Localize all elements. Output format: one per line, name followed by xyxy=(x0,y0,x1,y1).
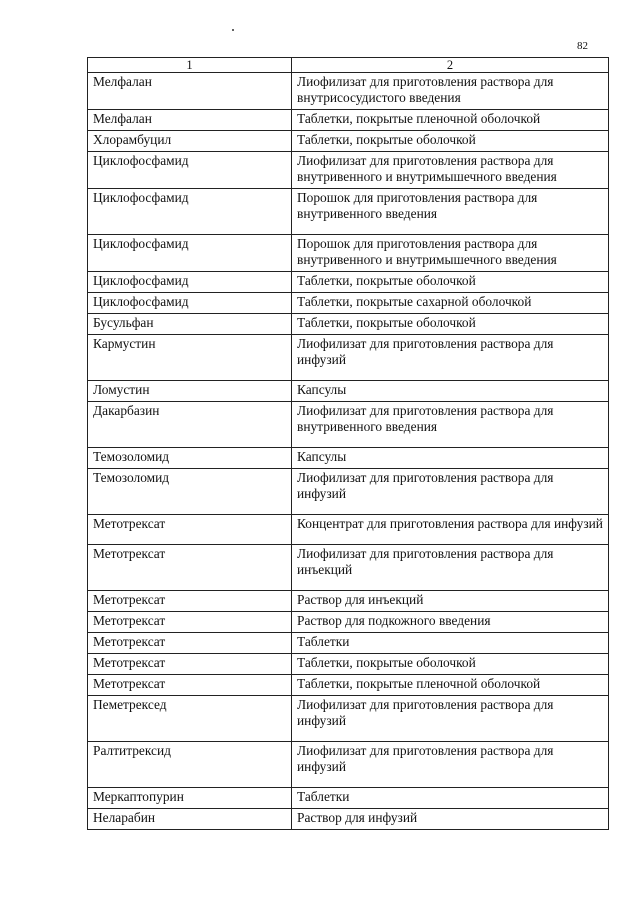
table-row xyxy=(88,189,609,235)
dosage-form-cell: Концентрат для приготовления раствора для инфузий xyxy=(292,515,609,545)
dosage-form-cell: Раствор для инъекций xyxy=(292,591,609,612)
drug-name-cell: Ралтитрексид xyxy=(88,742,292,788)
drug-name-cell: Метотрексат xyxy=(88,545,292,591)
drug-name-cell: Циклофосфамид xyxy=(88,272,292,293)
column-header-1: 1 xyxy=(88,58,292,73)
scan-speck xyxy=(232,29,234,31)
dosage-form-cell: Лиофилизат для приготовления раствора для внутрисосудистого введения xyxy=(292,73,609,110)
table-row xyxy=(88,152,609,189)
table-row xyxy=(88,788,609,809)
page-number: 82 xyxy=(577,40,588,52)
dosage-form-cell: Таблетки, покрытые сахарной оболочкой xyxy=(292,293,609,314)
table-body xyxy=(88,73,609,830)
dosage-form-cell: Таблетки, покрытые оболочкой xyxy=(292,272,609,293)
table-row xyxy=(88,381,609,402)
table-row xyxy=(88,591,609,612)
table-row xyxy=(88,469,609,515)
table-row xyxy=(88,293,609,314)
dosage-form-cell: Лиофилизат для приготовления раствора для инфузий xyxy=(292,742,609,788)
drug-forms-table xyxy=(87,57,609,830)
table-row xyxy=(88,272,609,293)
dosage-form-cell: Лиофилизат для приготовления раствора для инфузий xyxy=(292,335,609,381)
drug-name-cell: Метотрексат xyxy=(88,654,292,675)
drug-name-cell: Циклофосфамид xyxy=(88,189,292,235)
dosage-form-cell: Таблетки, покрытые оболочкой xyxy=(292,131,609,152)
table-row xyxy=(88,633,609,654)
drug-name-cell: Мелфалан xyxy=(88,110,292,131)
dosage-form-cell: Лиофилизат для приготовления раствора для внутривенного введения xyxy=(292,402,609,448)
table-row xyxy=(88,515,609,545)
drug-name-cell: Метотрексат xyxy=(88,612,292,633)
drug-name-cell: Кармустин xyxy=(88,335,292,381)
table-row xyxy=(88,742,609,788)
drug-name-cell: Метотрексат xyxy=(88,675,292,696)
table-row xyxy=(88,335,609,381)
drug-name-cell: Метотрексат xyxy=(88,515,292,545)
table-row xyxy=(88,73,609,110)
dosage-form-cell: Таблетки, покрытые пленочной оболочкой xyxy=(292,675,609,696)
drug-name-cell: Неларабин xyxy=(88,809,292,830)
table-header-row xyxy=(88,58,609,73)
dosage-form-cell: Капсулы xyxy=(292,448,609,469)
table-row xyxy=(88,696,609,742)
column-header-2: 2 xyxy=(292,58,609,73)
drug-name-cell: Дакарбазин xyxy=(88,402,292,448)
drug-name-cell: Циклофосфамид xyxy=(88,235,292,272)
dosage-form-cell: Лиофилизат для приготовления раствора для инфузий xyxy=(292,469,609,515)
dosage-form-cell: Порошок для приготовления раствора для внутривенного и внутримышечного введения xyxy=(292,235,609,272)
drug-name-cell: Пеметрексед xyxy=(88,696,292,742)
drug-name-cell: Бусульфан xyxy=(88,314,292,335)
dosage-form-cell: Порошок для приготовления раствора для внутривенного введения xyxy=(292,189,609,235)
dosage-form-cell: Таблетки, покрытые оболочкой xyxy=(292,654,609,675)
table-row xyxy=(88,675,609,696)
drug-name-cell: Циклофосфамид xyxy=(88,293,292,314)
table-row xyxy=(88,314,609,335)
drug-name-cell: Метотрексат xyxy=(88,633,292,654)
table-row xyxy=(88,448,609,469)
dosage-form-cell: Таблетки xyxy=(292,633,609,654)
table-row xyxy=(88,654,609,675)
table-row xyxy=(88,235,609,272)
dosage-form-cell: Раствор для подкожного введения xyxy=(292,612,609,633)
table-row xyxy=(88,809,609,830)
table-row xyxy=(88,612,609,633)
dosage-form-cell: Таблетки xyxy=(292,788,609,809)
table-row xyxy=(88,131,609,152)
dosage-form-cell: Раствор для инфузий xyxy=(292,809,609,830)
table-row xyxy=(88,110,609,131)
table-row xyxy=(88,402,609,448)
drug-name-cell: Хлорамбуцил xyxy=(88,131,292,152)
drug-name-cell: Темозоломид xyxy=(88,469,292,515)
dosage-form-cell: Таблетки, покрытые пленочной оболочкой xyxy=(292,110,609,131)
dosage-form-cell: Лиофилизат для приготовления раствора для внутривенного и внутримышечного введения xyxy=(292,152,609,189)
drug-name-cell: Ломустин xyxy=(88,381,292,402)
dosage-form-cell: Таблетки, покрытые оболочкой xyxy=(292,314,609,335)
dosage-form-cell: Капсулы xyxy=(292,381,609,402)
drug-name-cell: Темозоломид xyxy=(88,448,292,469)
drug-name-cell: Метотрексат xyxy=(88,591,292,612)
dosage-form-cell: Лиофилизат для приготовления раствора для инъекций xyxy=(292,545,609,591)
drug-name-cell: Мелфалан xyxy=(88,73,292,110)
table-row xyxy=(88,545,609,591)
dosage-form-cell: Лиофилизат для приготовления раствора для инфузий xyxy=(292,696,609,742)
drug-name-cell: Меркаптопурин xyxy=(88,788,292,809)
drug-name-cell: Циклофосфамид xyxy=(88,152,292,189)
